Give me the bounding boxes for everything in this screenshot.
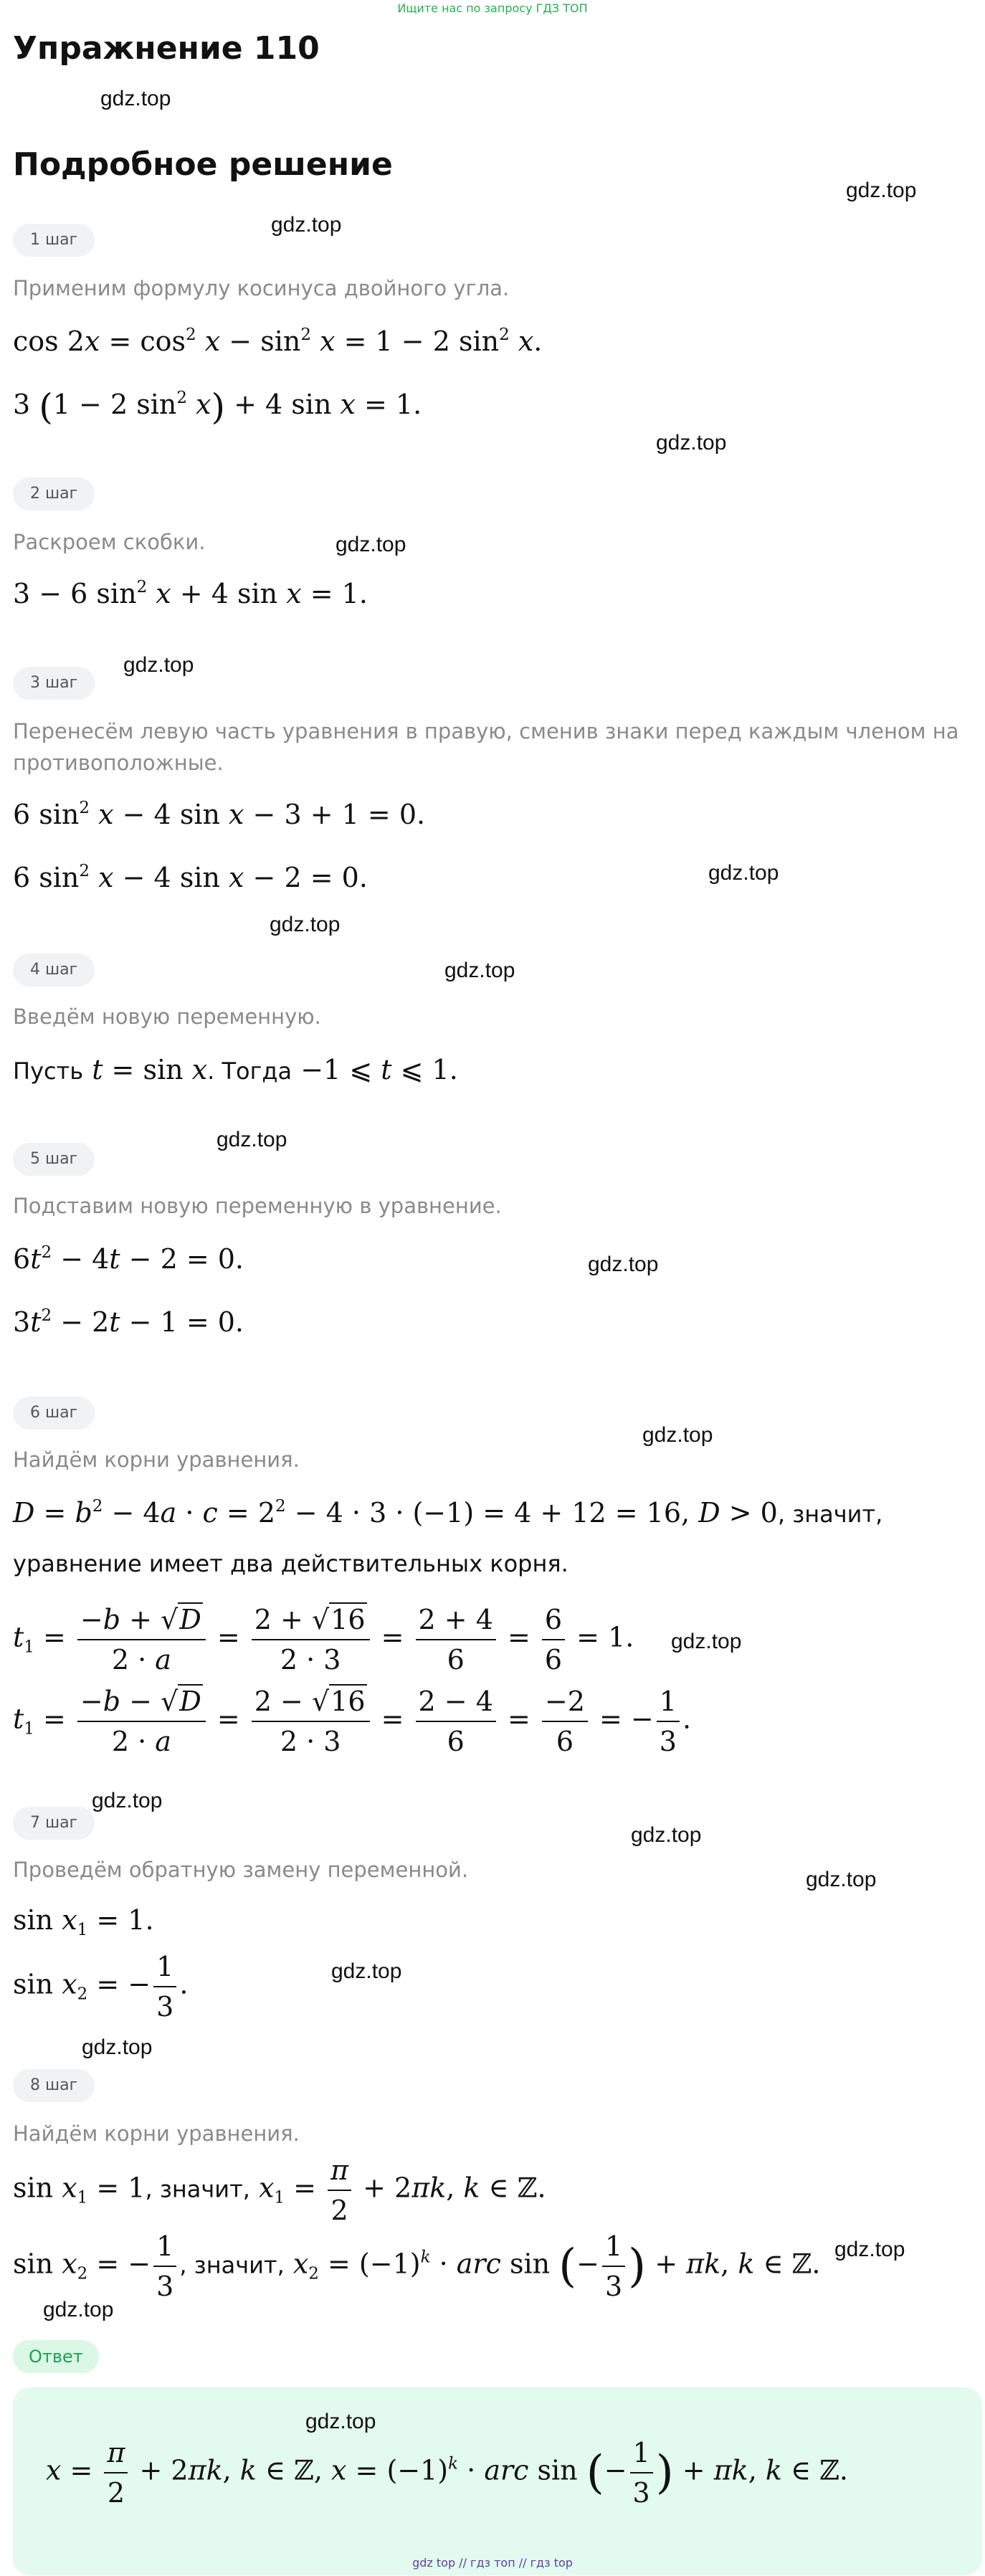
means-word: , значит, <box>145 2175 250 2203</box>
section-title: Подробное решение <box>13 146 393 183</box>
watermark: gdz.top <box>588 1253 659 1276</box>
step-badge-6: 6 шаг <box>13 1397 95 1430</box>
then-word: . Тогда <box>207 1058 292 1085</box>
answer-badge: Ответ <box>13 2340 99 2373</box>
watermark: gdz.top <box>631 1823 702 1847</box>
step-1-text: Применим формулу косинуса двойного угла. <box>13 276 510 300</box>
watermark: gdz.top <box>336 533 406 556</box>
solution-x2: $\sin x_2$ = − $\frac{1}{3}$ , значит, $x_2 = (-1)^k$ · arc sin (− $\frac{1}{3}$ ) + πk, k ∈ ℤ. <box>13 2230 821 2302</box>
solution-x1: $\sin x_1 = 1$, значит, $x_1$ = $\frac{\pi}{2}$ + 2πk, k ∈ ℤ. <box>13 2154 546 2226</box>
means-word: , значит, <box>179 2251 285 2279</box>
quadratic-1: $6t^2 - 4t - 2 = 0$. <box>13 1243 244 1275</box>
watermark: gdz.top <box>656 431 727 455</box>
step-badge-2: 2 шаг <box>13 477 95 510</box>
quadratic-2: $3t^2 - 2t - 1 = 0$. <box>13 1306 244 1338</box>
watermark: gdz.top <box>444 959 515 982</box>
reverse-sub-1: $\sin x_1 = 1$. <box>13 1904 154 1939</box>
substitution-line: Пусть t = sin x. Тогда −1 ⩽ t ⩽ 1. <box>13 1054 458 1085</box>
answer-formula: x = $\frac{\pi}{2}$ + 2πk, k ∈ ℤ, $x = (-1)^k$ · arc sin (− $\frac{1}{3}$ ) + πk, k ∈ ℤ. <box>46 2437 849 2509</box>
watermark: gdz.top <box>331 1959 402 1983</box>
equation-expanded: 3 − 6 $\sin^2 x + 4$ sin x = 1. <box>13 578 368 609</box>
root-t2: $t_1$ = $\frac{-b - √D}{2 \cdot a}$ = $\frac{2 - √16}{2 \cdot 3}$ = $\frac{2 - 4}{6}$ = $\frac{-2}{6}$ = − $\frac{1}{3}$ . <box>13 1686 692 1757</box>
watermark: gdz.top <box>834 2238 905 2261</box>
step-badge-3: 3 шаг <box>13 667 95 700</box>
step-7-text: Проведём обратную замену переменной. <box>13 1858 469 1882</box>
root-t1: $t_1$ = $\frac{-b + √D}{2 \cdot a}$ = $\frac{2 + √16}{2 \cdot 3}$ = $\frac{2 + 4}{6}$ = $\frac{6}{6}$ = 1. <box>13 1604 634 1676</box>
watermark: gdz.top <box>270 913 341 936</box>
step-badge-8: 8 шаг <box>13 2069 95 2102</box>
means-word: , значит, <box>777 1501 883 1528</box>
watermark: gdz.top <box>92 1789 163 1812</box>
discriminant: $D = b^2 - 4a \cdot c = 2^2 - 4 \cdot 3 \cdot (-1) = 4 + 12 = 16$, D > 0, значит, <box>13 1497 883 1529</box>
watermark: gdz.top <box>305 2410 376 2433</box>
step-badge-5: 5 шаг <box>13 1143 95 1176</box>
watermark: gdz.top <box>123 653 194 677</box>
equation-simplified: 6 $\sin^2 x - 4$ sin x − 2 = 0. <box>13 862 368 893</box>
page-title: Упражнение 110 <box>13 30 320 67</box>
step-badge-4: 4 шаг <box>13 954 95 987</box>
step-8-text: Найдём корни уравнения. <box>13 2121 300 2146</box>
watermark: gdz.top <box>82 2035 153 2059</box>
watermark: gdz.top <box>846 179 917 202</box>
step-badge-1: 1 шаг <box>13 224 95 257</box>
watermark: gdz.top <box>708 861 779 885</box>
watermark: gdz.top <box>271 213 342 237</box>
step-6-text: Найдём корни уравнения. <box>13 1448 300 1472</box>
formula-double-angle: $\cos 2x = \cos^2 x - \sin^2 x = 1 - 2$ $\sin^2 x$. <box>13 325 543 357</box>
let-word: Пусть <box>13 1058 84 1085</box>
step-4-text: Введём новую переменную. <box>13 1004 321 1029</box>
watermark: gdz.top <box>806 1868 877 1891</box>
reverse-sub-2: $\sin x_2$ = − $\frac{1}{3}$ . <box>13 1951 189 2023</box>
equation-moved: 6 $\sin^2 x - 4$ sin x − 3 + 1 = 0. <box>13 799 426 830</box>
top-note: Ищите нас по запросу ГДЗ ТОП <box>397 1 588 15</box>
watermark: gdz.top <box>642 1423 713 1447</box>
step-2-text: Раскроем скобки. <box>13 530 206 554</box>
watermark: gdz.top <box>216 1128 287 1151</box>
step-badge-7: 7 шаг <box>13 1807 95 1840</box>
watermark: gdz.top <box>671 1630 742 1653</box>
watermark: gdz.top <box>43 2298 114 2321</box>
step-5-text: Подставим новую переменную в уравнение. <box>13 1194 502 1218</box>
equation-substituted: 3 (1 − 2 $\sin^2 x) + 4$ sin x = 1. <box>13 386 422 428</box>
watermark: gdz.top <box>100 87 171 110</box>
footer: gdz top // гдз топ // гдз top <box>412 2556 573 2570</box>
step-3-text: Перенесём левую часть уравнения в правую, сменив знаки перед каждым членом на противоположные. <box>13 719 959 775</box>
step-6-conclusion: уравнение имеет два действительных корня. <box>13 1550 568 1577</box>
